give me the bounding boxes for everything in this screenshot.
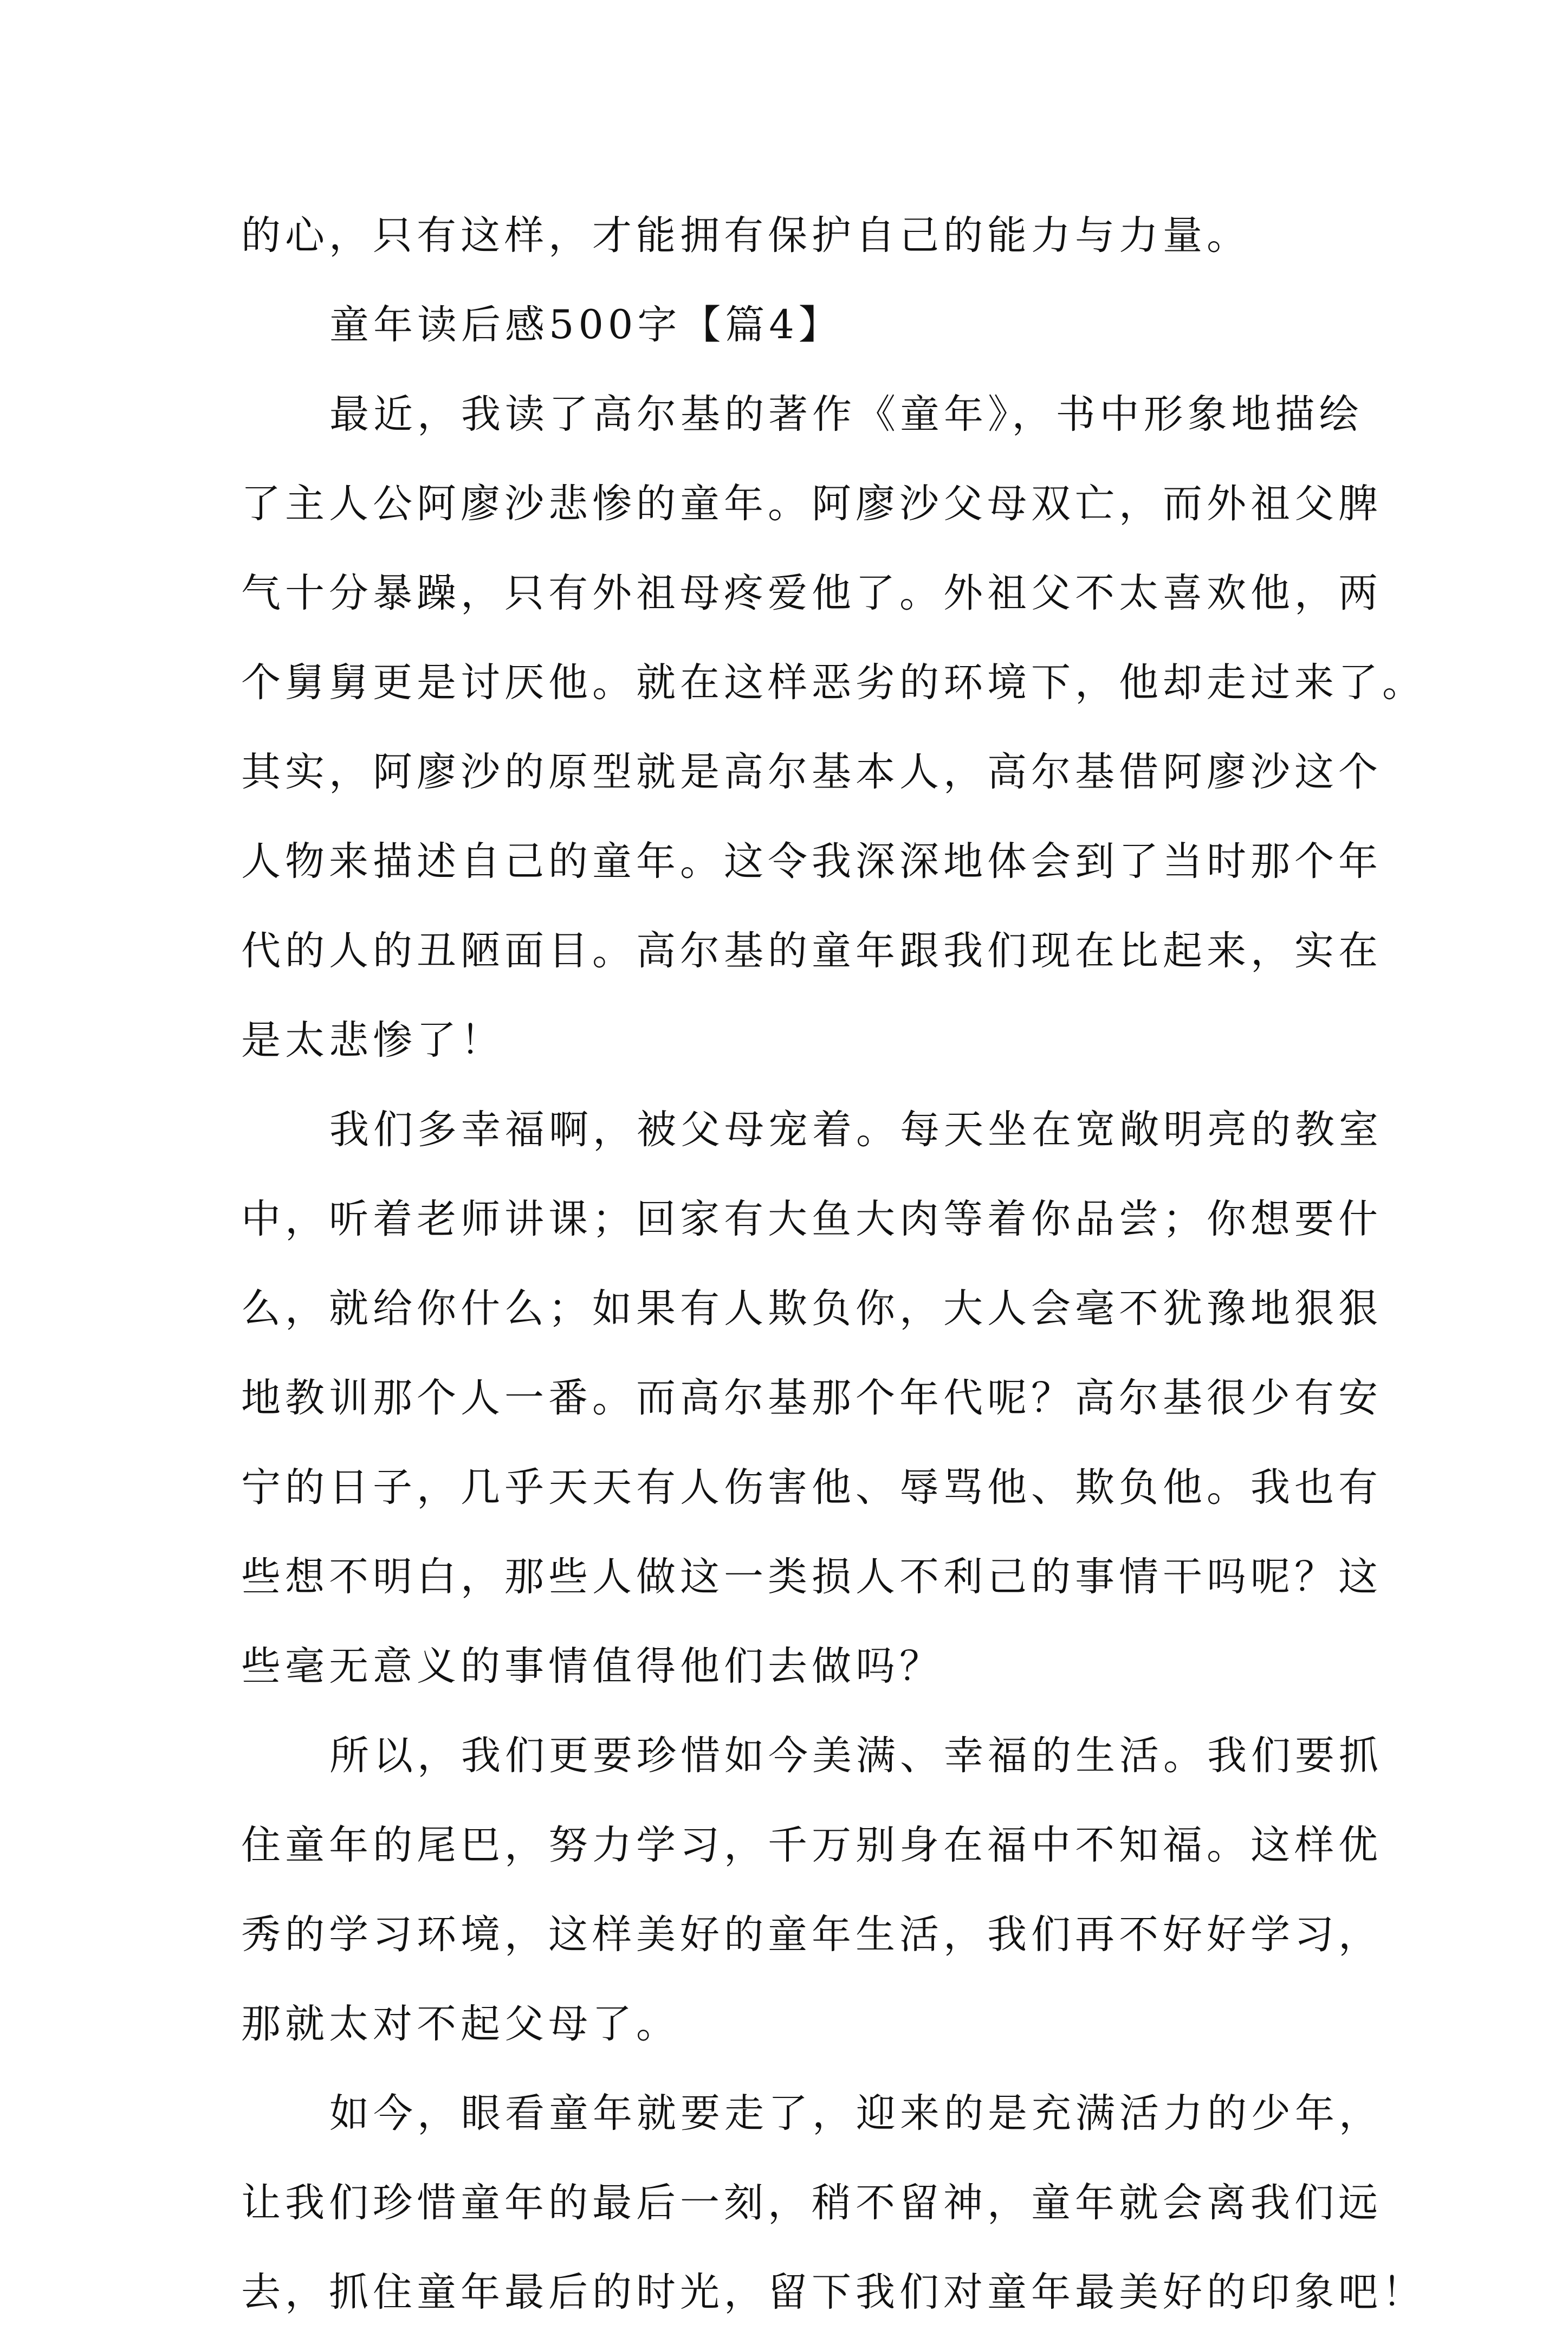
text-line: 所以，我们更要珍惜如今美满、幸福的生活。我们要抓 [329, 1733, 1383, 1779]
text-line: 住童年的尾巴，努力学习，千万别身在福中不知福。这样优 [241, 1822, 1382, 1868]
text-line: 些毫无意义的事情值得他们去做吗？ [241, 1643, 943, 1689]
text-line: 中，听着老师讲课；回家有大鱼大肉等着你品尝；你想要什 [241, 1196, 1382, 1242]
document-body [241, 191, 1426, 2337]
text-line: 气十分暴躁，只有外祖母疼爱他了。外祖父不太喜欢他，两 [241, 570, 1382, 616]
text-line: 那就太对不起父母了。 [241, 2001, 680, 2047]
text-line: 了主人公阿廖沙悲惨的童年。阿廖沙父母双亡，而外祖父脾 [241, 481, 1382, 527]
text-line: 秀的学习环境，这样美好的童年生活，我们再不好好学习， [241, 1912, 1382, 1958]
text-line: 是太悲惨了！ [241, 1017, 504, 1063]
section-heading: 童年读后感500字【篇4】 [329, 302, 843, 348]
text-line: 代的人的丑陋面目。高尔基的童年跟我们现在比起来，实在 [241, 928, 1382, 974]
text-line: 让我们珍惜童年的最后一刻，稍不留神，童年就会离我们远 [241, 2180, 1382, 2226]
text-line: 去，抓住童年最后的时光，留下我们对童年最美好的印象吧！ [241, 2269, 1426, 2315]
text-line: 我们多幸福啊，被父母宠着。每天坐在宽敞明亮的教室 [329, 1107, 1383, 1153]
text-line: 地教训那个人一番。而高尔基那个年代呢？高尔基很少有安 [241, 1375, 1382, 1421]
text-line: 宁的日子，几乎天天有人伤害他、辱骂他、欺负他。我也有 [241, 1464, 1382, 1510]
text-line: 的心，只有这样，才能拥有保护自己的能力与力量。 [241, 212, 1250, 259]
text-line: 如今，眼看童年就要走了，迎来的是充满活力的少年， [329, 2090, 1383, 2136]
text-line: 人物来描述自己的童年。这令我深深地体会到了当时那个年 [241, 838, 1382, 885]
text-line: 些想不明白，那些人做这一类损人不利己的事情干吗呢？这 [241, 1554, 1382, 1600]
text-line: 其实，阿廖沙的原型就是高尔基本人，高尔基借阿廖沙这个 [241, 749, 1382, 795]
text-line: 最近，我读了高尔基的著作《童年》，书中形象地描绘 [329, 391, 1363, 437]
text-line: 个舅舅更是讨厌他。就在这样恶劣的环境下，他却走过来了。 [241, 660, 1426, 706]
text-line: 么，就给你什么；如果有人欺负你，大人会毫不犹豫地狠狠 [241, 1286, 1382, 1332]
